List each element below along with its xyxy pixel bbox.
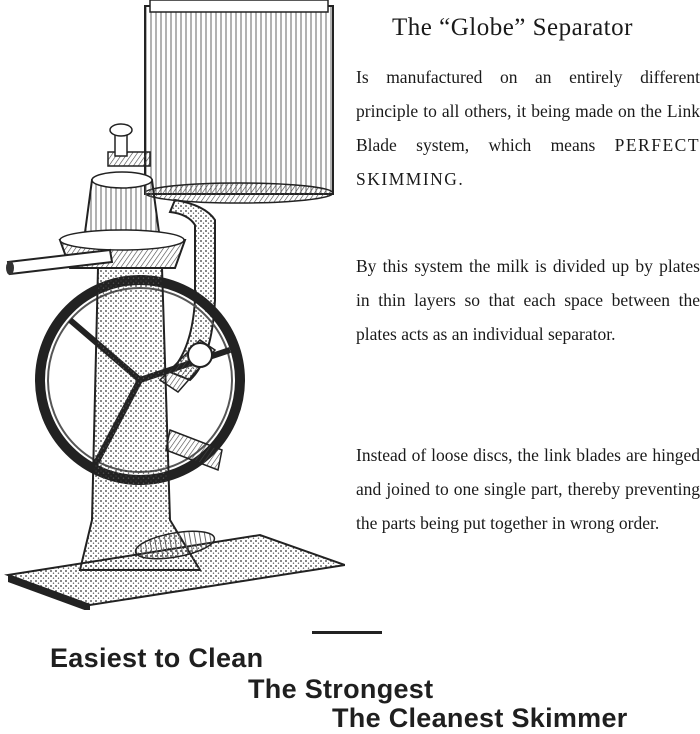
paragraph-plates: By this system the milk is divided up by plates in thin layers so that each space between the plates acts as an individual separator.	[356, 256, 700, 344]
slogan-strongest: The Strongest	[248, 674, 434, 704]
headline-title: The “Globe” Separator	[392, 14, 633, 41]
crank	[160, 340, 222, 470]
separator-illustration	[0, 0, 345, 610]
base-plate	[8, 526, 345, 610]
paragraph-link-blades: Instead of loose discs, the link blades are hinged and joined to one single part, thereby preventing the parts being put together in wrong order.	[356, 445, 700, 533]
slogan-cleanest-skimmer: The Cleanest Skimmer	[332, 703, 628, 733]
paragraph-principle	[356, 60, 700, 196]
paragraph-principle-text: Is manufactured on an entirely different principle to all others, it being made on the Link Blade system, which means	[356, 67, 700, 155]
stand-column	[80, 268, 200, 570]
cream-spout	[8, 250, 112, 274]
divider-rule	[312, 631, 382, 634]
perfect-skimming-caps: PERFECT SKIMMING.	[356, 135, 700, 189]
tap-handle	[108, 124, 150, 166]
milk-tank	[145, 0, 333, 203]
slogan-easiest-to-clean: Easiest to Clean	[50, 643, 264, 673]
